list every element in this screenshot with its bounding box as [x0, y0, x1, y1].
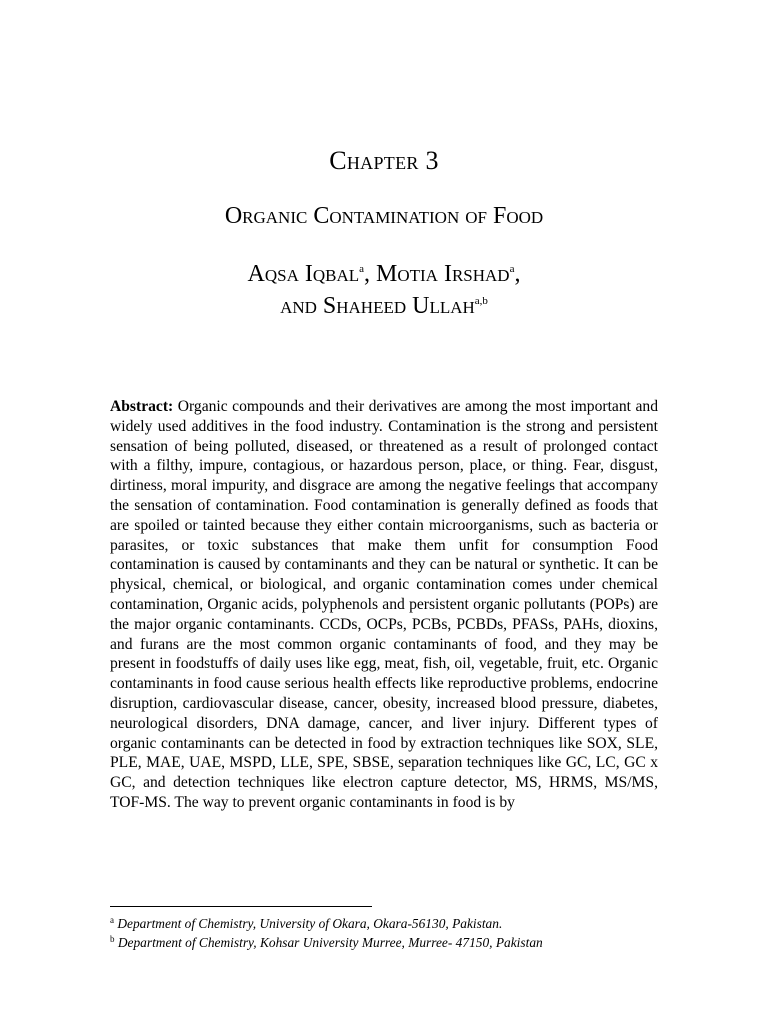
footnote-text: Department of Chemistry, University of Okara, Okara-56130, Pakistan.: [117, 916, 503, 931]
author-name: Shaheed Ullah: [322, 293, 475, 319]
author-separator: ,: [514, 261, 521, 287]
footnote-a: [110, 915, 670, 933]
author-name: Aqsa Iqbal: [247, 261, 360, 287]
author-list: [0, 258, 768, 322]
author-name: Motia Irshad: [376, 261, 510, 287]
affiliation-marker: a,b: [474, 295, 488, 307]
chapter-heading: [0, 146, 768, 176]
footnote-marker: b: [110, 934, 115, 944]
footnote-b: [110, 934, 670, 952]
affiliation-marker: a: [359, 263, 365, 275]
author-conjunction: and: [280, 293, 323, 319]
affiliation-marker: a: [509, 263, 515, 275]
footnote-divider: [110, 906, 372, 907]
author-separator: ,: [364, 261, 377, 287]
footnote-marker: a: [110, 915, 114, 925]
footnote-text: Department of Chemistry, Kohsar University Murree, Murree- 47150, Pakistan: [117, 935, 543, 950]
author-line-1: [0, 258, 768, 290]
abstract-paragraph: [110, 397, 658, 813]
abstract-text: Organic compounds and their derivatives are among the most important and widely used additives in the food industry. Contamination is the strong and persistent sensation of being polluted, diseased, or threatened as a result of prolonged contact with a filthy, impure, contagious, or hazardous person, place, or thing. Fear, disgust, dirtiness, moral impurity, and disgrace are among the negative feelings that accompany the sensation of contamination. Food contamination is generally defined as foods that are spoiled or tainted because they either contain microorganisms, such as bacteria or parasites, or toxic substances that make them unfit for consumption Food contamination is caused by contaminants and they can be natural or synthetic. It can be physical, chemical, or biological, and organic contamination comes under chemical contamination, Organic acids, polyphenols and persistent organic pollutants (POPs) are the major organic contaminants. CCDs, OCPs, PCBs, PCBDs, PFASs, PAHs, dioxins, and furans are the most common organic contaminants of food, and they may be present in foodstuffs of daily uses like egg, meat, fish, oil, vegetable, fruit, etc. Organic contaminants in food cause serious health effects like reproductive problems, endocrine disruption, cardiovascular disease, cancer, obesity, increased blood pressure, diabetes, neurological disorders, DNA damage, cancer, and liver injury. Different types of organic contaminants can be detected in food by extraction techniques like SOX, SLE, PLE, MAE, UAE, MSPD, LLE, SPE, SBSE, separation techniques like GC, LC, GC x GC, and detection techniques like electron capture detector, MS, HRMS, MS/MS, TOF-MS. The way to prevent organic contaminants in food is by: [110, 398, 658, 811]
author-line-2: [0, 290, 768, 322]
chapter-label: Chapter 3: [329, 146, 439, 175]
chapter-title: Organic Contamination of Food: [224, 203, 544, 229]
abstract-label: Abstract:: [110, 398, 174, 415]
